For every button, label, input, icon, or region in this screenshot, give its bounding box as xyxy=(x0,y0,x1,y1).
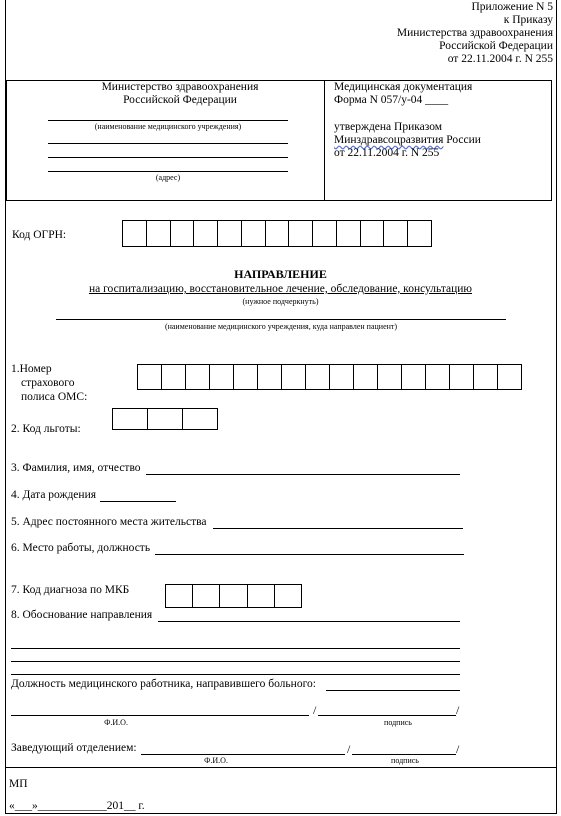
ogrn-cell[interactable] xyxy=(242,221,266,246)
policy-cell[interactable] xyxy=(138,365,162,389)
ogrn-cell[interactable] xyxy=(289,221,313,246)
stamp-label: МП xyxy=(9,778,28,790)
policy-cell[interactable] xyxy=(258,365,282,389)
doctor-fio-line[interactable] xyxy=(11,715,309,716)
institution-caption: (наименование медицинского учреждения) xyxy=(94,122,242,131)
birth-line[interactable] xyxy=(100,501,176,502)
benefit-cells[interactable] xyxy=(112,408,218,430)
ogrn-label: Код ОГРН: xyxy=(12,229,67,241)
address-label: 5. Адрес постоянного места жительства xyxy=(11,516,207,528)
reason-line-2[interactable] xyxy=(11,648,460,649)
ministry-abbrev-suffix: России xyxy=(443,134,481,146)
doctor-fio-caption: Ф.И.О. xyxy=(104,718,128,727)
ogrn-cell[interactable] xyxy=(266,221,290,246)
benefit-label: 2. Код льготы: xyxy=(11,423,81,435)
icd-cell[interactable] xyxy=(166,585,193,607)
form-subtitle: на госпитализацию, восстановительное лечение, обследование, консультацию xyxy=(88,283,473,295)
fio-label: 3. Фамилия, имя, отчество xyxy=(11,462,141,474)
ministry-name xyxy=(40,81,320,107)
icd-cell[interactable] xyxy=(275,585,301,607)
address-line-2[interactable] xyxy=(48,157,288,158)
reason-label: 8. Обоснование направления xyxy=(11,609,153,621)
reason-line-1[interactable] xyxy=(158,621,460,622)
policy-cell[interactable] xyxy=(354,365,378,389)
ogrn-cell[interactable] xyxy=(408,221,431,246)
slash-3: / xyxy=(347,742,351,756)
fio-line[interactable] xyxy=(146,474,460,475)
address-caption: (адрес) xyxy=(155,173,181,182)
policy-label xyxy=(11,362,87,404)
destination-line[interactable] xyxy=(56,319,506,320)
policy-cell[interactable] xyxy=(330,365,354,389)
date-line[interactable]: «___»____________201__ г. xyxy=(9,800,145,812)
policy-cell[interactable] xyxy=(498,365,521,389)
form-title: НАПРАВЛЕНИЕ xyxy=(234,267,327,281)
ogrn-cell[interactable] xyxy=(313,221,337,246)
header-divider xyxy=(324,80,325,201)
approved-line-3: от 22.11.2004 г. N 255 xyxy=(334,147,440,159)
appendix-line-5: от 22.11.2004 г. N 255 xyxy=(447,53,553,65)
head-fio-caption: Ф.И.О. xyxy=(204,756,228,765)
policy-label-line-3: полиса ОМС: xyxy=(21,391,88,403)
ministry-abbrev: Минздравсоцразвития xyxy=(334,134,444,146)
policy-cell[interactable] xyxy=(306,365,330,389)
underline-note: (нужное подчеркнуть) xyxy=(242,297,319,306)
work-line[interactable] xyxy=(155,554,464,555)
address-line-1[interactable] xyxy=(48,143,288,144)
head-sign-caption: подпись xyxy=(391,756,419,765)
benefit-cell[interactable] xyxy=(113,409,148,429)
ministry-line-2: Российской Федерации xyxy=(123,94,237,106)
doc-line-1: Медицинская документация xyxy=(334,81,473,93)
reason-line-3[interactable] xyxy=(11,661,460,662)
policy-cell[interactable] xyxy=(378,365,402,389)
ogrn-cell[interactable] xyxy=(337,221,361,246)
position-line[interactable] xyxy=(326,690,460,691)
appendix-line-4: Российской Федерации xyxy=(439,40,553,52)
benefit-cell[interactable] xyxy=(148,409,183,429)
policy-cell[interactable] xyxy=(402,365,426,389)
slash-4: / xyxy=(456,742,460,756)
ministry-line-1: Министерство здравоохранения xyxy=(101,81,259,93)
ogrn-cell[interactable] xyxy=(123,221,147,246)
policy-cell[interactable] xyxy=(450,365,474,389)
policy-cell[interactable] xyxy=(234,365,258,389)
reason-line-4[interactable] xyxy=(11,674,460,675)
slash-1: / xyxy=(313,703,317,717)
work-label: 6. Место работы, должность xyxy=(11,542,151,554)
appendix-line-2: к Приказу xyxy=(503,14,553,26)
head-fio-line[interactable] xyxy=(141,754,345,755)
footer-separator xyxy=(6,767,556,768)
policy-cell[interactable] xyxy=(474,365,498,389)
position-label: Должность медицинского работника, направившего больного: xyxy=(11,678,316,690)
institution-line[interactable] xyxy=(48,120,288,121)
icd-cells[interactable] xyxy=(165,584,302,608)
icd-cell[interactable] xyxy=(220,585,247,607)
destination-caption: (наименование медицинского учреждения, куда направлен пациент) xyxy=(164,322,398,331)
policy-label-line-1: 1.Номер xyxy=(11,363,52,375)
ogrn-cell[interactable] xyxy=(218,221,242,246)
appendix-line-1: Приложение N 5 xyxy=(471,1,553,13)
doctor-sign-line[interactable] xyxy=(318,715,456,716)
approval-info xyxy=(334,121,481,160)
policy-cell[interactable] xyxy=(426,365,450,389)
ogrn-cell[interactable] xyxy=(171,221,195,246)
icd-cell[interactable] xyxy=(248,585,275,607)
ogrn-cells[interactable] xyxy=(122,220,432,247)
birth-label: 4. Дата рождения xyxy=(11,489,97,501)
appendix-block xyxy=(397,1,553,66)
benefit-cell[interactable] xyxy=(183,409,217,429)
policy-cell[interactable] xyxy=(162,365,186,389)
icd-cell[interactable] xyxy=(193,585,220,607)
icd-label: 7. Код диагноза по МКБ xyxy=(11,584,130,596)
approved-line-2 xyxy=(334,134,481,147)
policy-label-line-2: страхового xyxy=(21,377,75,389)
address-line-3[interactable] xyxy=(48,171,288,172)
policy-cell[interactable] xyxy=(210,365,234,389)
ogrn-cell[interactable] xyxy=(361,221,385,246)
doctor-sign-caption: подпись xyxy=(384,718,412,727)
policy-cell[interactable] xyxy=(186,365,210,389)
address-field-line[interactable] xyxy=(213,528,463,529)
doc-line-2: Форма N 057/у-04 ____ xyxy=(334,94,449,106)
ogrn-cell[interactable] xyxy=(384,221,408,246)
head-sign-line[interactable] xyxy=(352,754,456,755)
policy-cells[interactable] xyxy=(137,364,522,390)
head-label: Заведующий отделением: xyxy=(11,742,137,754)
ogrn-cell[interactable] xyxy=(194,221,218,246)
ogrn-cell[interactable] xyxy=(147,221,171,246)
policy-cell[interactable] xyxy=(282,365,306,389)
appendix-line-3: Министерства здравоохранения xyxy=(396,27,553,39)
doc-form-info xyxy=(334,81,472,107)
slash-2: / xyxy=(456,703,460,717)
approved-line-1: утверждена Приказом xyxy=(334,121,443,133)
